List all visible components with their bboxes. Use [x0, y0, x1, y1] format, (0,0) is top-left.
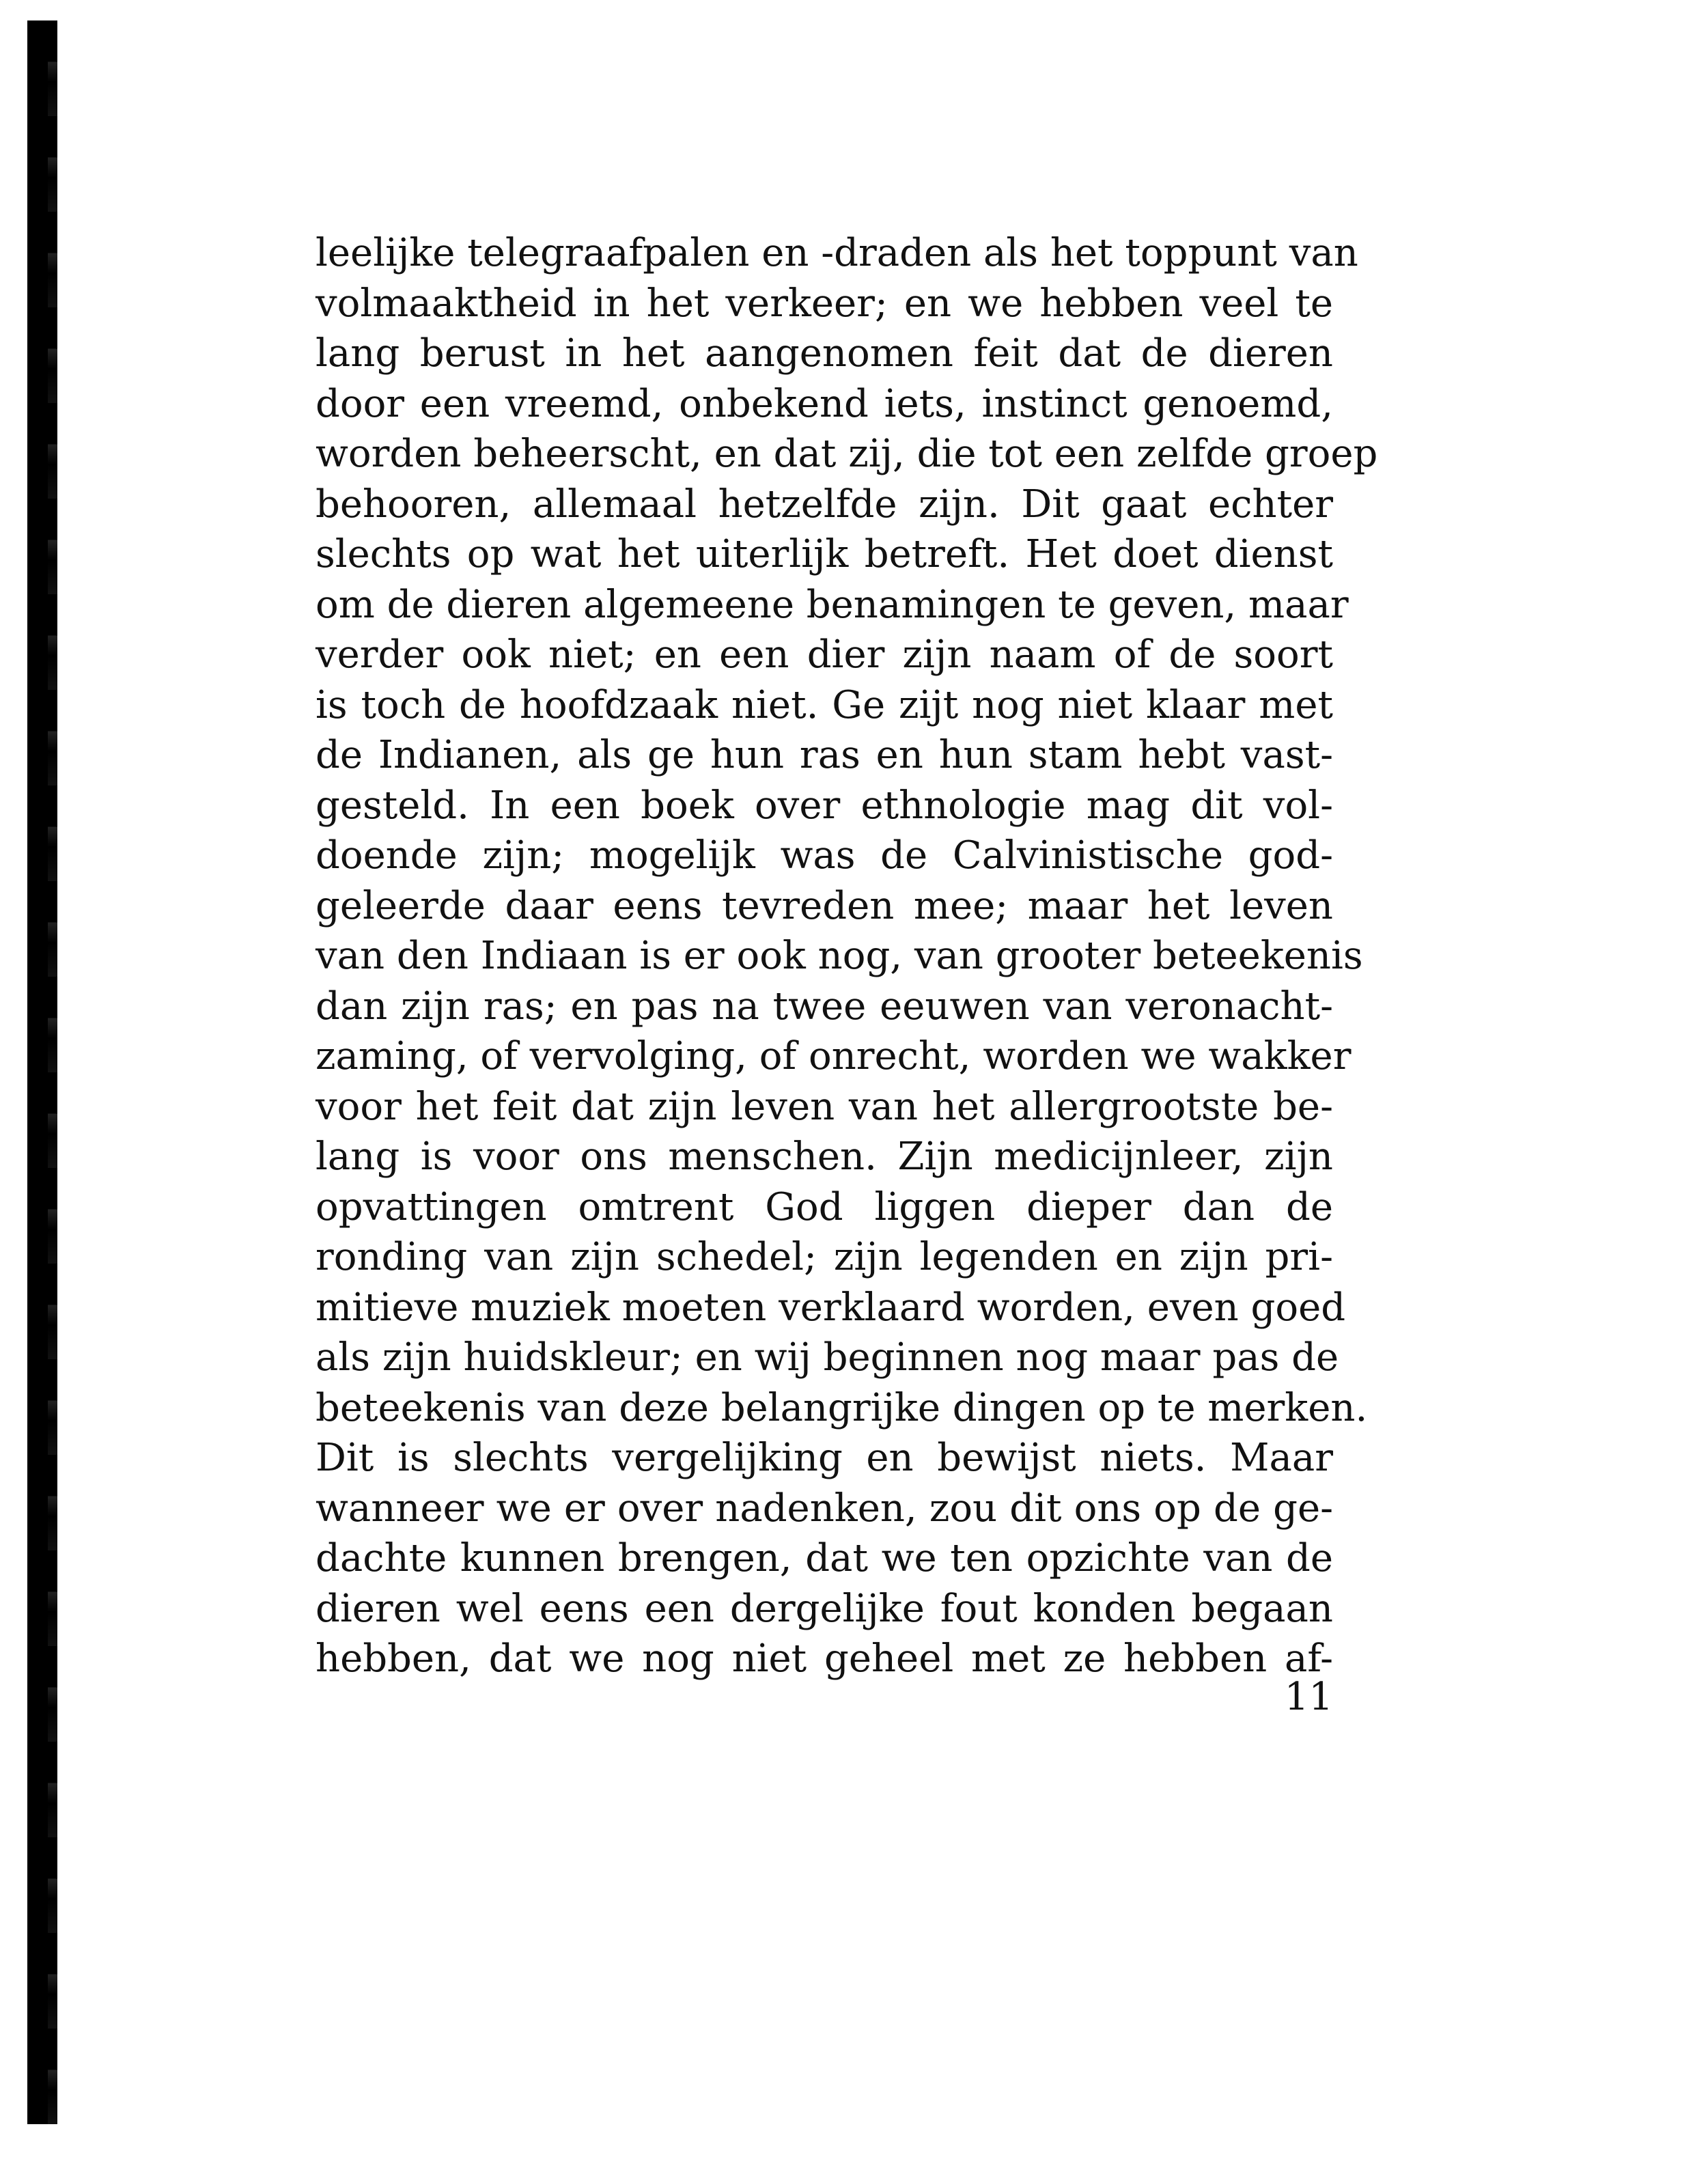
- text-line: als zijn huidskleur; en wij beginnen nog maar pas de: [316, 1335, 1339, 1380]
- text-line: verder ook niet; en een dier zijn naam of de soort: [316, 632, 1333, 677]
- body-text: [316, 228, 1378, 1684]
- text-line: mitieve muziek moeten verklaard worden, even goed: [316, 1285, 1346, 1330]
- text-line: Dit is slechts vergelijking en bewijst niets. Maar: [316, 1436, 1333, 1480]
- text-line: leelijke telegraafpalen en -draden als het toppunt van: [316, 231, 1358, 275]
- text-line: om de dieren algemeene benamingen te geven, maar: [316, 582, 1349, 627]
- text-line: van den Indiaan is er ook nog, van grooter beteekenis: [316, 934, 1363, 978]
- text-line: dachte kunnen brengen, dat we ten opzichte van de: [316, 1536, 1333, 1580]
- text-line: hebben, dat we nog niet geheel met ze hebben af-: [316, 1636, 1333, 1681]
- text-line: worden beheerscht, en dat zij, die tot een zelfde groep: [316, 432, 1378, 476]
- text-line: voor het feit dat zijn leven van het allergrootste be-: [316, 1084, 1333, 1129]
- text-line: doende zijn; mogelijk was de Calvinistische god-: [316, 833, 1333, 878]
- text-line: slechts op wat het uiterlijk betreft. Het doet dienst: [316, 532, 1333, 576]
- page-number: 11: [1284, 1675, 1333, 1719]
- text-line: dan zijn ras; en pas na twee eeuwen van veronacht-: [316, 984, 1333, 1029]
- text-line: is toch de hoofdzaak niet. Ge zijt nog niet klaar met: [316, 682, 1333, 727]
- binding-edge: [27, 20, 52, 2124]
- text-line: opvattingen omtrent God liggen dieper dan de: [316, 1184, 1333, 1229]
- text-line: beteekenis van deze belangrijke dingen op te merken.: [316, 1385, 1368, 1430]
- text-line: lang berust in het aangenomen feit dat de dieren: [316, 331, 1333, 376]
- text-line: volmaaktheid in het verkeer; en we hebben veel te: [316, 281, 1333, 326]
- text-line: gesteld. In een boek over ethnologie mag dit vol-: [316, 783, 1333, 828]
- text-line: zaming, of vervolging, of onrecht, worden we wakker: [316, 1034, 1352, 1078]
- text-line: ronding van zijn schedel; zijn legenden en zijn pri-: [316, 1235, 1333, 1279]
- text-line: dieren wel eens een dergelijke fout konden begaan: [316, 1586, 1333, 1631]
- text-line: lang is voor ons menschen. Zijn medicijnleer, zijn: [316, 1134, 1333, 1179]
- text-line: behooren, allemaal hetzelfde zijn. Dit gaat echter: [316, 482, 1333, 527]
- text-line: geleerde daar eens tevreden mee; maar het leven: [316, 883, 1333, 928]
- text-line: door een vreemd, onbekend iets, instinct genoemd,: [316, 381, 1333, 426]
- text-line: wanneer we er over nadenken, zou dit ons op de ge-: [316, 1486, 1333, 1531]
- text-line: de Indianen, als ge hun ras en hun stam hebt vast-: [316, 733, 1333, 777]
